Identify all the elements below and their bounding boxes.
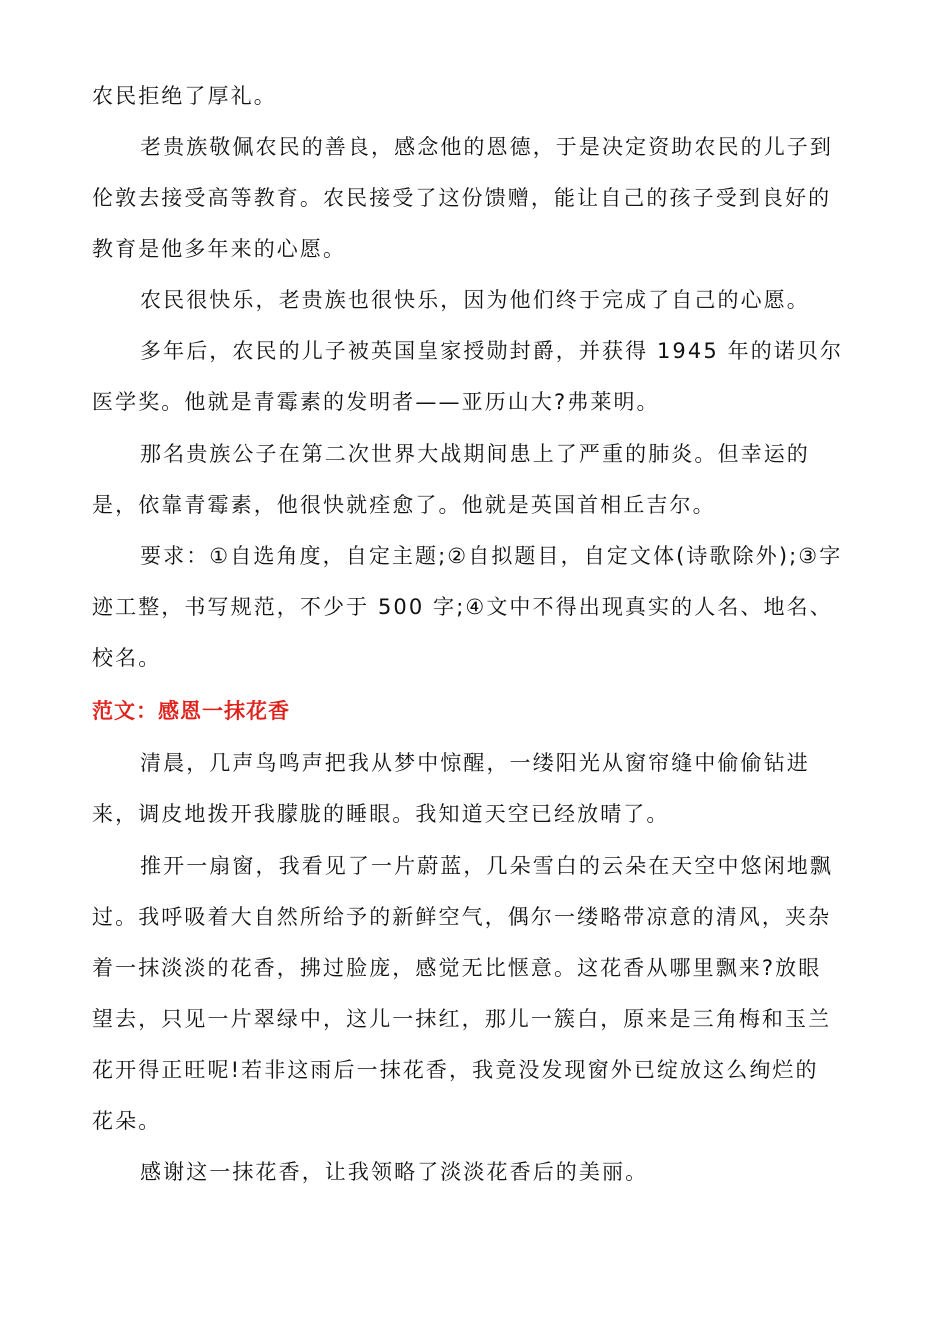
text-line: 清晨，几声鸟鸣声把我从梦中惊醒，一缕阳光从窗帘缝中偷偷钻进 [140,751,810,775]
paragraph-churchill [92,432,862,527]
paragraph-noble-sponsorship [92,125,862,271]
text-line: 医学奖。他就是青霉素的发明者——亚历山大?弗莱明。 [92,390,660,414]
text-line: 感谢这一抹花香，让我领略了淡淡花香后的美丽。 [140,1160,649,1184]
text-line: 农民拒绝了厚礼。 [92,84,277,108]
text-line: 教育是他多年来的心愿。 [92,237,347,261]
paragraph-window-view [92,844,862,1143]
paragraph-refused-gift [92,74,862,118]
text-line: 要求：①自选角度，自定主题;②自拟题目，自定文体(诗歌除外);③字 [140,544,843,568]
sample-essay-heading-block [92,689,862,733]
text-line: 着一抹淡淡的花香，拂过脸庞，感觉无比惬意。这花香从哪里飘来?放眼 [92,956,822,980]
text-line: 伦敦去接受高等教育。农民接受了这份馈赠，能让自己的孩子受到良好的 [92,186,832,210]
sample-essay-heading: 范文：感恩一抹花香 [92,699,290,723]
text-line: 那名贵族公子在第二次世界大战期间患上了严重的肺炎。但幸运的 [140,442,810,466]
paragraph-morning [92,741,862,836]
text-line: 花朵。 [92,1109,162,1133]
text-line: 是，依靠青霉素，他很快就痊愈了。他就是英国首相丘吉尔。 [92,493,716,517]
paragraph-fleming [92,329,862,424]
text-line: 花开得正旺呢!若非这雨后一抹花香，我竟没发现窗外已绽放这么绚烂的 [92,1058,819,1082]
text-line: 望去，只见一片翠绿中，这儿一抹红，那儿一簇白，原来是三角梅和玉兰 [92,1007,832,1031]
text-line: 老贵族敬佩农民的善良，感念他的恩德，于是决定资助农民的儿子到 [140,135,833,159]
text-line: 推开一扇窗，我看见了一片蔚蓝，几朵雪白的云朵在天空中悠闲地飘 [140,854,833,878]
paragraph-requirements [92,534,862,680]
text-line: 多年后，农民的儿子被英国皇家授勋封爵，并获得 1945 年的诺贝尔 [140,339,844,363]
text-line: 来，调皮地拨开我朦胧的睡眼。我知道天空已经放晴了。 [92,802,670,826]
text-line: 过。我呼吸着大自然所给予的新鲜空气，偶尔一缕略带凉意的清风，夹杂 [92,905,832,929]
paragraph-gratitude [92,1150,862,1194]
text-line: 校名。 [92,646,162,670]
paragraph-both-happy [92,278,862,322]
text-line: 迹工整，书写规范，不少于 500 字;④文中不得出现真实的人名、地名、 [92,595,833,619]
text-line: 农民很快乐，老贵族也很快乐，因为他们终于完成了自己的心愿。 [140,288,810,312]
